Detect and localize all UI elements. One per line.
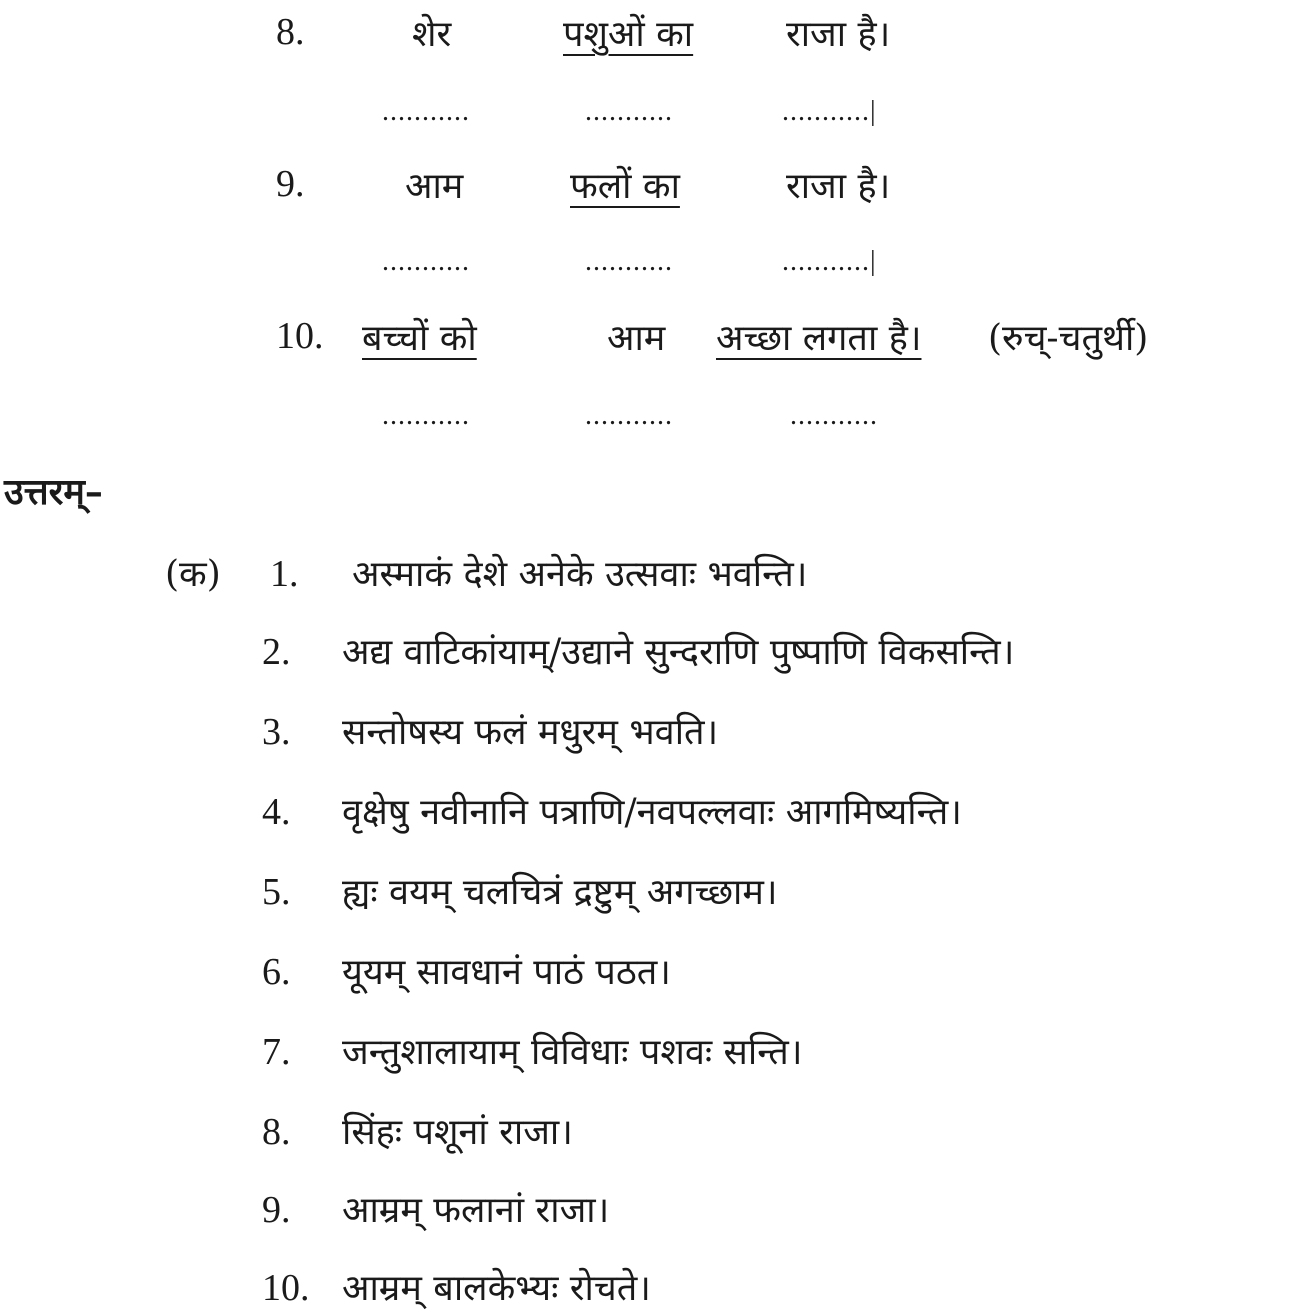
exercise-8-predicate: राजा है। [786,14,891,55]
exercise-8-blank-2: ........... [585,96,673,127]
exercise-8-blank-3: ...........| [782,96,877,127]
exercise-8-blank-1: ........... [382,96,470,127]
exercise-10-underlined-subject: बच्चों को [362,318,477,359]
answer-3-number: 3. [262,711,291,753]
answer-section-label: (क) [165,554,221,595]
exercise-9-number: 9. [276,163,305,205]
exercise-9-predicate: राजा है। [786,166,891,207]
answer-9-text: आम्रम् फलानां राजा। [342,1190,610,1231]
exercise-10-blank-1: ........... [382,400,470,431]
exercise-9-underlined-phrase: फलों का [570,166,680,207]
exercise-10-hint: (रुच्-चतुर्थी) [988,318,1149,359]
exercise-10-underlined-predicate: अच्छा लगता है। [716,318,922,359]
exercise-10-number: 10. [276,315,324,357]
exercise-10-object: आम [607,318,666,359]
exercise-10-blank-3: ........... [790,400,878,431]
exercise-10-blank-2: ........... [585,400,673,431]
answer-7-number: 7. [262,1031,291,1073]
answer-5-text: ह्यः वयम् चलचित्रं द्रष्टुम् अगच्छाम। [342,872,778,913]
answer-10-number: 10. [262,1267,310,1309]
exercise-9-blank-3: ...........| [782,246,877,277]
answer-7-text: जन्तुशालायाम् विविधाः पशवः सन्ति। [342,1032,803,1073]
answer-4-text: वृक्षेषु नवीनानि पत्राणि/नवपल्लवाः आगमिष्यन्ति। [342,792,962,833]
answer-4-number: 4. [262,791,291,833]
answer-9-number: 9. [262,1189,291,1231]
exercise-9-blank-2: ........... [585,246,673,277]
answer-1-text: अस्माकं देशे अनेके उत्सवाः भवन्ति। [352,554,808,595]
exercise-8-underlined-phrase: पशुओं का [563,14,694,55]
exercise-8-subject: शेर [412,14,452,55]
answer-6-text: यूयम् सावधानं पाठं पठत। [342,952,671,993]
answer-8-text: सिंहः पशूनां राजा। [342,1112,573,1153]
exercise-9-subject: आम [405,166,464,207]
answer-5-number: 5. [262,871,291,913]
answer-8-number: 8. [262,1111,291,1153]
answer-heading: उत्तरम्– [4,471,103,513]
answer-2-text: अद्य वाटिकांयाम्/उद्याने सुन्दराणि पुष्पाणि विकसन्ति। [342,632,1015,673]
answer-6-number: 6. [262,951,291,993]
answer-1-number: 1. [270,553,299,595]
answer-3-text: सन्तोषस्य फलं मधुरम् भवति। [342,712,719,753]
answer-10-text: आम्रम् बालकेभ्यः रोचते। [342,1268,651,1309]
answer-2-number: 2. [262,631,291,673]
exercise-8-number: 8. [276,11,305,53]
exercise-9-blank-1: ........... [382,246,470,277]
